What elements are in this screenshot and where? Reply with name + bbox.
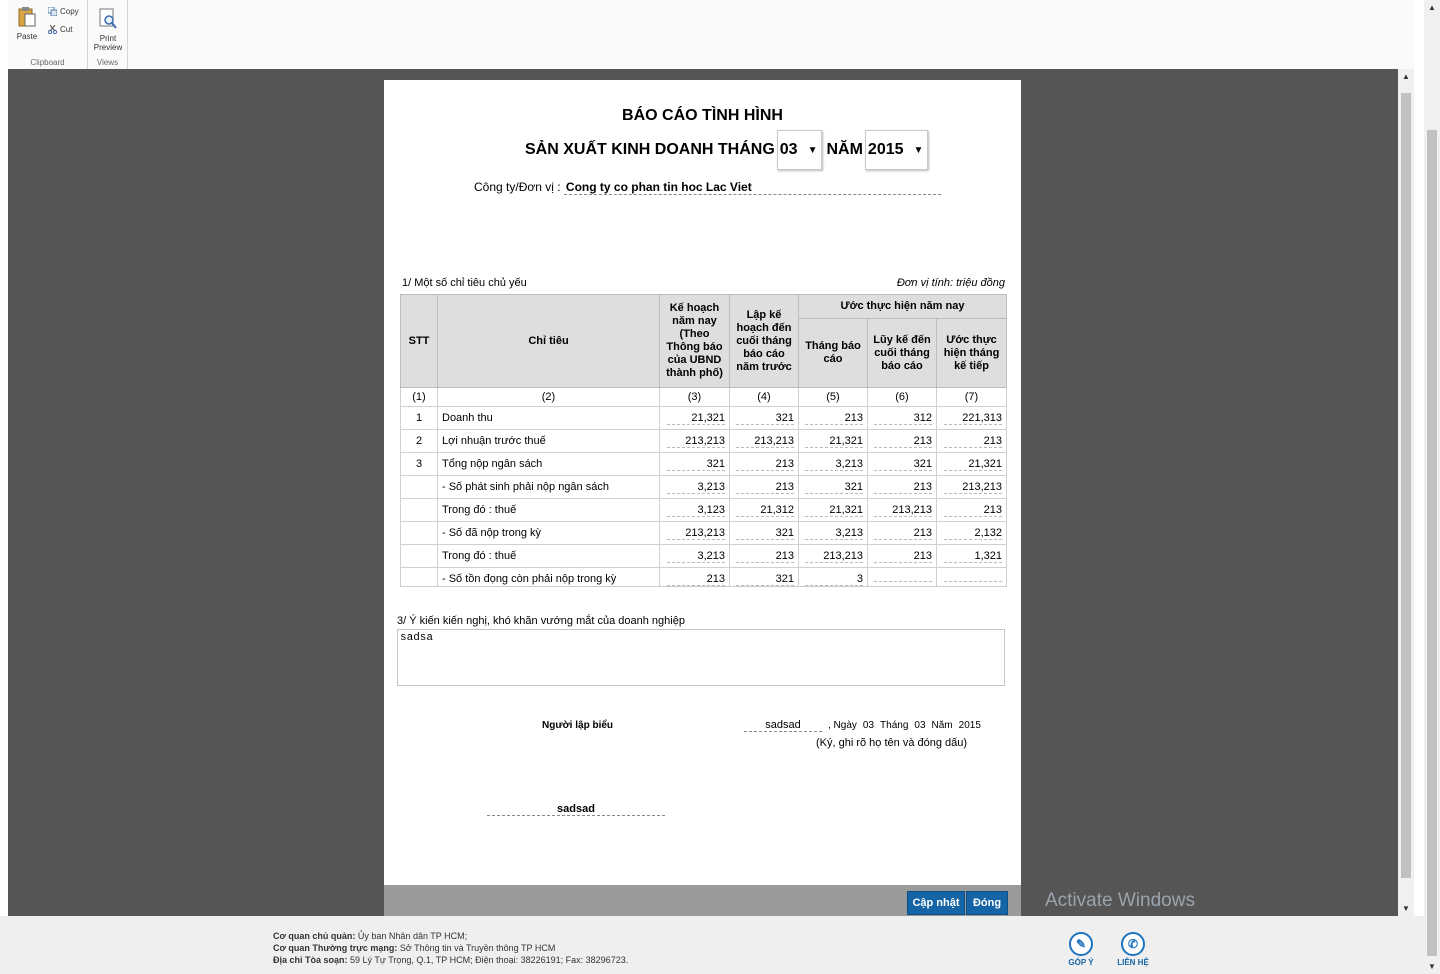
year-select[interactable]	[865, 130, 929, 170]
row-stt: 3	[401, 453, 438, 476]
table-row	[401, 522, 1007, 545]
year-date-value: 2015	[958, 720, 981, 731]
value-input[interactable]: 213	[874, 481, 932, 494]
clipboard-group-label: Clipboard	[30, 58, 65, 67]
row-name: Doanh thu	[438, 407, 660, 430]
unit-label: Đơn vị tính: triệu đồng	[896, 277, 1005, 289]
indicator-table-wrap	[400, 294, 1007, 587]
page-scroll-up-icon[interactable]: ▲	[1428, 3, 1436, 12]
footer-value: Ủy ban Nhân dân TP HCM;	[355, 931, 468, 941]
value-input[interactable]: 3,213	[667, 550, 725, 563]
ribbon-toolbar	[8, 0, 1414, 70]
row-value-cell	[868, 407, 937, 430]
value-input[interactable]: 21,312	[736, 504, 794, 517]
table-row	[401, 499, 1007, 522]
row-value-cell	[660, 453, 730, 476]
value-input[interactable]: 321	[874, 458, 932, 471]
value-input[interactable]: 213,213	[874, 504, 932, 517]
year-date-label: Năm	[931, 720, 953, 731]
row-value-cell	[730, 430, 799, 453]
value-input[interactable]: 321	[667, 458, 725, 471]
row-value-cell	[660, 522, 730, 545]
month-value: 03	[779, 141, 798, 158]
row-value-cell	[799, 499, 868, 522]
update-button[interactable]: Cập nhật	[907, 891, 965, 915]
row-value-cell	[868, 430, 937, 453]
preparer-label: Người lập biểu	[542, 720, 614, 731]
table-row	[401, 568, 1007, 588]
header-kehoach: Kế hoạch năm nay (Theo Thông báo của UBND thành phố)	[660, 295, 730, 388]
header-thangbaocao: Tháng báo cáo	[799, 319, 868, 388]
company-value[interactable]: Cong ty co phan tin hoc Lac Viet	[564, 180, 941, 195]
date-line	[744, 719, 981, 732]
value-input[interactable]: 3,213	[805, 527, 863, 540]
feedback-label: GÓP Ý	[1068, 958, 1094, 967]
row-value-cell	[868, 476, 937, 499]
report-scrollbar[interactable]	[1398, 69, 1414, 916]
month-label: Tháng	[880, 720, 909, 731]
row-value-cell	[868, 545, 937, 568]
value-input[interactable]: 213	[805, 412, 863, 425]
clipboard-group	[8, 0, 88, 69]
row-value-cell	[937, 545, 1007, 568]
footer-line-2	[273, 943, 555, 953]
index-cell: (1)	[401, 388, 438, 407]
row-stt	[401, 499, 438, 522]
footer-label: Cơ quan chủ quản:	[273, 931, 356, 941]
report-document	[384, 80, 1021, 885]
row-value-cell	[660, 430, 730, 453]
day-label: , Ngày	[828, 720, 857, 731]
header-luyke: Lũy kế đến cuối tháng báo cáo	[868, 319, 937, 388]
contact-button[interactable]	[1115, 932, 1151, 967]
print-preview-icon	[98, 8, 118, 30]
section3-title: 3/ Ý kiến kiến nghị, khó khăn vướng mắt của doanh nghiệp	[397, 615, 685, 627]
subtitle-text: SẢN XUẤT KINH DOANH THÁNG	[525, 141, 775, 158]
report-subtitle	[525, 130, 932, 170]
cut-button[interactable]	[48, 25, 72, 34]
copy-label: Copy	[60, 7, 79, 16]
page-scrollbar[interactable]	[1424, 0, 1440, 974]
value-input[interactable]: 213,213	[736, 435, 794, 448]
value-input[interactable]: 213,213	[944, 481, 1002, 494]
value-input[interactable]: 213	[944, 435, 1002, 448]
month-select[interactable]	[777, 130, 823, 170]
scissors-icon	[48, 25, 57, 34]
row-value-cell	[660, 476, 730, 499]
company-line	[474, 180, 941, 195]
row-value-cell	[730, 568, 799, 588]
header-stt: STT	[401, 295, 438, 388]
views-group	[88, 0, 128, 69]
close-button[interactable]: Đóng	[966, 891, 1008, 915]
indicator-table	[400, 294, 1007, 587]
value-input[interactable]	[944, 581, 1002, 582]
row-value-cell	[937, 499, 1007, 522]
row-value-cell	[660, 568, 730, 588]
row-name: Lợi nhuận trước thuế	[438, 430, 660, 453]
value-input[interactable]: 213	[874, 435, 932, 448]
month-dropdown-icon: ▼	[807, 144, 818, 156]
day-value: 03	[862, 720, 875, 731]
scroll-up-icon[interactable]: ▲	[1402, 72, 1410, 81]
row-value-cell	[660, 407, 730, 430]
row-name: Trong đó : thuế	[438, 499, 660, 522]
pencil-icon: ✎	[1069, 932, 1093, 956]
row-value-cell	[730, 545, 799, 568]
row-value-cell	[730, 476, 799, 499]
value-input[interactable]: 213	[736, 550, 794, 563]
value-input[interactable]: 321	[736, 527, 794, 540]
value-input[interactable]: 321	[736, 412, 794, 425]
value-input[interactable]: 221,313	[944, 412, 1002, 425]
row-stt	[401, 568, 438, 588]
row-value-cell	[799, 453, 868, 476]
row-value-cell	[799, 545, 868, 568]
value-input[interactable]: 213	[874, 527, 932, 540]
row-name: Tổng nộp ngân sách	[438, 453, 660, 476]
value-input[interactable]: 21,321	[667, 412, 725, 425]
index-cell: (4)	[730, 388, 799, 407]
row-value-cell	[937, 407, 1007, 430]
row-name: - Số phát sinh phải nộp ngân sách	[438, 476, 660, 499]
row-value-cell	[799, 522, 868, 545]
value-input[interactable]: 312	[874, 412, 932, 425]
cut-label: Cut	[60, 25, 73, 34]
row-value-cell	[799, 407, 868, 430]
phone-icon: ✆	[1121, 932, 1145, 956]
row-value-cell	[868, 568, 937, 588]
row-value-cell	[868, 522, 937, 545]
table-row	[401, 453, 1007, 476]
row-value-cell	[937, 430, 1007, 453]
value-input[interactable]: 213	[874, 550, 932, 563]
year-dropdown-icon: ▼	[913, 144, 924, 156]
value-input[interactable]: 21,321	[944, 458, 1002, 471]
index-cell: (2)	[438, 388, 660, 407]
company-label: Công ty/Đơn vị :	[474, 180, 561, 194]
activate-windows-title: Activate Windows	[1045, 890, 1195, 911]
index-cell: (7)	[937, 388, 1007, 407]
index-cell: (5)	[799, 388, 868, 407]
row-value-cell	[868, 499, 937, 522]
value-input[interactable]: 213,213	[805, 550, 863, 563]
row-name: - Số tồn đọng còn phải nộp trong kỳ	[438, 568, 660, 588]
copy-icon	[48, 7, 57, 16]
preparer-signature-input[interactable]: sadsad	[487, 803, 665, 816]
value-input[interactable]: 213	[736, 481, 794, 494]
row-value-cell	[937, 453, 1007, 476]
header-uocthangketiep: Ước thực hiện tháng kế tiếp	[937, 319, 1007, 388]
footer-value: 59 Lý Tự Trọng, Q.1, TP HCM; Điện thoại: 38226191; Fax: 38296723.	[347, 955, 629, 965]
footer-line-3	[273, 955, 628, 965]
paste-button[interactable]	[16, 6, 38, 41]
footer-label: Địa chỉ Tòa soạn:	[273, 955, 348, 965]
document-action-bar	[384, 885, 1021, 916]
table-row	[401, 476, 1007, 499]
print-preview-label-2: Preview	[93, 43, 123, 52]
row-stt: 2	[401, 430, 438, 453]
page-scroll-thumb[interactable]	[1427, 130, 1437, 956]
value-input[interactable]: 213,213	[667, 527, 725, 540]
value-input[interactable]: 2,132	[944, 527, 1002, 540]
value-input[interactable]: 1,321	[944, 550, 1002, 563]
row-value-cell	[730, 407, 799, 430]
footer-label: Cơ quan Thường trực mạng:	[273, 943, 398, 953]
views-group-label: Views	[96, 58, 119, 67]
row-value-cell	[868, 453, 937, 476]
paste-icon	[17, 6, 37, 28]
row-stt: 1	[401, 407, 438, 430]
row-name: Trong đó : thuế	[438, 545, 660, 568]
sign-instruction: (Ký, ghi rõ họ tên và đóng dấu)	[816, 737, 968, 749]
row-value-cell	[730, 522, 799, 545]
index-cell: (6)	[868, 388, 937, 407]
report-title: BÁO CÁO TÌNH HÌNH	[622, 107, 783, 124]
row-stt	[401, 476, 438, 499]
footer-line-1	[273, 931, 467, 941]
scroll-thumb[interactable]	[1401, 93, 1411, 878]
row-value-cell	[799, 476, 868, 499]
year-label: NĂM	[826, 141, 863, 158]
row-value-cell	[660, 545, 730, 568]
scroll-down-icon[interactable]: ▼	[1402, 904, 1410, 913]
print-preview-button[interactable]	[93, 8, 123, 52]
footer-value: Sở Thông tin và Truyền thông TP HCM	[397, 943, 556, 953]
table-row	[401, 407, 1007, 430]
row-value-cell	[799, 430, 868, 453]
value-input[interactable]: 3,213	[667, 481, 725, 494]
header-chitieu: Chỉ tiêu	[438, 295, 660, 388]
value-input[interactable]: 213	[944, 504, 1002, 517]
value-input[interactable]: 21,321	[805, 504, 863, 517]
row-value-cell	[937, 568, 1007, 588]
value-input[interactable]: 321	[805, 481, 863, 494]
row-value-cell	[730, 453, 799, 476]
opinion-textarea[interactable]: sadsa	[397, 629, 1005, 686]
table-row	[401, 430, 1007, 453]
page-scroll-down-icon[interactable]: ▼	[1428, 962, 1436, 971]
row-value-cell	[937, 522, 1007, 545]
table-row	[401, 545, 1007, 568]
row-value-cell	[937, 476, 1007, 499]
value-input[interactable]: 3	[805, 573, 863, 586]
row-stt	[401, 522, 438, 545]
site-footer	[0, 916, 1424, 974]
feedback-button[interactable]	[1063, 932, 1099, 967]
value-input[interactable]	[874, 581, 932, 582]
month-date-value: 03	[914, 720, 926, 731]
value-input[interactable]: 321	[736, 573, 794, 586]
section1-title: 1/ Một số chỉ tiêu chủ yếu	[402, 277, 527, 289]
index-cell: (3)	[660, 388, 730, 407]
value-input[interactable]: 21,321	[805, 435, 863, 448]
row-value-cell	[799, 568, 868, 588]
value-input[interactable]: 213,213	[667, 435, 725, 448]
place-input[interactable]: sadsad	[744, 719, 822, 732]
value-input[interactable]: 213	[736, 458, 794, 471]
copy-button[interactable]	[48, 7, 79, 16]
value-input[interactable]: 3,213	[805, 458, 863, 471]
row-value-cell	[660, 499, 730, 522]
value-input[interactable]: 3,123	[667, 504, 725, 517]
row-name: - Số đã nộp trong kỳ	[438, 522, 660, 545]
contact-label: LIÊN HỆ	[1117, 958, 1149, 967]
value-input[interactable]: 213	[667, 573, 725, 586]
print-preview-label-1: Print	[99, 34, 117, 43]
header-uocthuc: Ước thực hiện năm nay	[799, 295, 1007, 319]
row-value-cell	[730, 499, 799, 522]
header-lapkehoach: Lập kế hoạch đến cuối tháng báo cáo năm trước	[730, 295, 799, 388]
index-row	[401, 388, 1007, 407]
year-value: 2015	[867, 141, 904, 158]
paste-label: Paste	[16, 32, 38, 41]
row-stt	[401, 545, 438, 568]
